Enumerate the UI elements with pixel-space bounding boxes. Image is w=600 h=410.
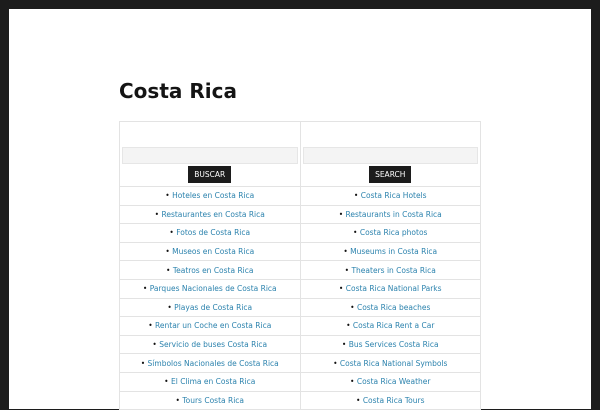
table-row [120, 242, 481, 261]
left-link-cell [120, 354, 301, 373]
english-search-cell [300, 122, 481, 187]
right-link-cell [300, 279, 481, 298]
left-link-cell [120, 335, 301, 354]
left-link-cell [120, 317, 301, 336]
left-link[interactable]: Fotos de Costa Rica [176, 228, 251, 238]
bullet: • [169, 228, 174, 238]
links-table [119, 121, 481, 410]
right-link[interactable]: Theaters in Costa Rica [351, 265, 436, 275]
bullet: • [152, 340, 157, 350]
left-link[interactable]: Servicio de buses Costa Rica [159, 340, 268, 350]
right-link[interactable]: Costa Rica beaches [356, 302, 431, 312]
left-link-cell [120, 187, 301, 206]
left-link[interactable]: Tours Costa Rica [182, 395, 245, 405]
bullet: • [154, 209, 160, 219]
left-link[interactable]: Teatros en Costa Rica [172, 265, 254, 275]
left-link[interactable]: El Clima en Costa Rica [171, 377, 256, 387]
bullet: • [353, 191, 359, 201]
table-row [120, 317, 481, 336]
table-row [120, 372, 481, 391]
page-title: Costa Rica [119, 79, 237, 103]
bullet: • [175, 395, 180, 405]
buscar-button[interactable]: BUSCAR [188, 166, 231, 183]
spanish-search-input[interactable] [122, 147, 298, 164]
bullet: • [355, 395, 361, 405]
page [9, 9, 591, 409]
right-link[interactable]: Costa Rica National Parks [345, 284, 442, 294]
bullet: • [333, 358, 338, 368]
right-link[interactable]: Costa Rica Tours [362, 395, 425, 405]
left-link-cell [120, 224, 301, 243]
bullet: • [140, 358, 146, 368]
bullet: • [142, 284, 148, 294]
right-link[interactable]: Costa Rica Weather [356, 377, 431, 387]
table-row [120, 279, 481, 298]
right-link[interactable]: Costa Rica Hotels [360, 191, 427, 201]
right-link[interactable]: Costa Rica photos [359, 228, 428, 238]
left-link[interactable]: Parques Nacionales de Costa Rica [149, 284, 277, 294]
bullet: • [148, 321, 153, 331]
bullet: • [167, 302, 172, 312]
right-link[interactable]: Restaurants in Costa Rica [345, 209, 442, 219]
left-link-cell [120, 242, 301, 261]
left-link[interactable]: Restaurantes en Costa Rica [161, 209, 265, 219]
table-row [120, 298, 481, 317]
bullet: • [350, 302, 355, 312]
right-link[interactable]: Bus Services Costa Rica [348, 340, 439, 350]
right-link[interactable]: Museums in Costa Rica [350, 247, 438, 257]
right-link-cell [300, 335, 481, 354]
left-link[interactable]: Museos en Costa Rica [172, 247, 255, 257]
right-link-cell [300, 224, 481, 243]
table-row [120, 187, 481, 206]
search-button[interactable]: SEARCH [369, 166, 411, 183]
left-link[interactable]: Rentar un Coche en Costa Rica [155, 321, 272, 331]
left-link-cell [120, 261, 301, 280]
right-link-cell [300, 242, 481, 261]
table-row [120, 205, 481, 224]
bullet: • [165, 265, 171, 275]
left-link-cell [120, 279, 301, 298]
bullet: • [338, 284, 344, 294]
left-link-cell [120, 391, 301, 410]
left-link-cell [120, 298, 301, 317]
spanish-search-cell [120, 122, 301, 187]
right-link[interactable]: Costa Rica National Symbols [339, 358, 448, 368]
left-link[interactable]: Hoteles en Costa Rica [172, 191, 255, 201]
bullet: • [344, 265, 350, 275]
bullet: • [341, 340, 347, 350]
left-link-cell [120, 205, 301, 224]
english-search-input[interactable] [303, 147, 479, 164]
table-row [120, 335, 481, 354]
left-link[interactable]: Playas de Costa Rica [174, 302, 253, 312]
bullet: • [346, 321, 351, 331]
right-link-cell [300, 205, 481, 224]
right-link-cell [300, 372, 481, 391]
right-link-cell [300, 261, 481, 280]
bullet: • [165, 247, 170, 257]
right-link-cell [300, 391, 481, 410]
left-link-cell [120, 372, 301, 391]
table-row [120, 224, 481, 243]
bullet: • [343, 247, 348, 257]
right-link-cell [300, 187, 481, 206]
right-link[interactable]: Costa Rica Rent a Car [352, 321, 435, 331]
bullet: • [164, 377, 169, 387]
bullet: • [353, 228, 358, 238]
right-link-cell [300, 354, 481, 373]
bullet: • [165, 191, 170, 201]
right-link-cell [300, 317, 481, 336]
table-row [120, 354, 481, 373]
table-row [120, 391, 481, 410]
bullet: • [350, 377, 355, 387]
left-link[interactable]: Símbolos Nacionales de Costa Rica [147, 358, 279, 368]
right-link-cell [300, 298, 481, 317]
bullet: • [338, 209, 344, 219]
table-row [120, 261, 481, 280]
